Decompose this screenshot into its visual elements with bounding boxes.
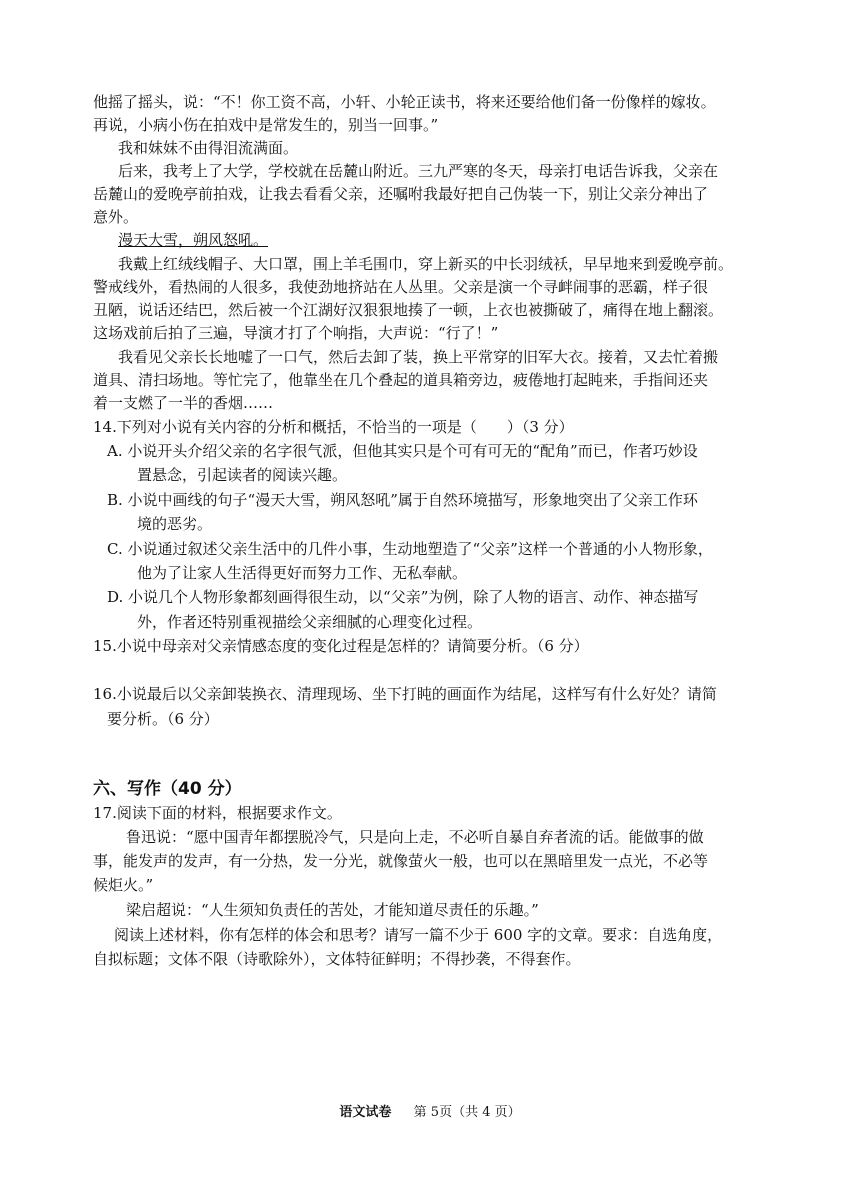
story-text-line: 意外。 xyxy=(93,208,139,226)
writing-requirement-cont: 自拟标题；文体不限（诗歌除外），文体特征鲜明；不得抄袭，不得套作。 xyxy=(93,950,581,968)
question-17: 17.阅读下面的材料，根据要求作文。 xyxy=(93,804,342,822)
quote-luxun: 鲁迅说：“愿中国青年都摆脱冷气，只是向上走，不必听自暴自弃者流的话。能做事的做 xyxy=(126,828,704,846)
story-text-line: 后来，我考上了大学，学校就在岳麓山附近。三九严寒的冬天，母亲打电话告诉我，父亲在 xyxy=(118,162,719,180)
option-d-cont: 外，作者还特别重视描绘父亲细腻的心理变化过程。 xyxy=(137,613,483,631)
story-text-line: 我看见父亲长长地嘘了一口气，然后去卸了装，换上平常穿的旧军大衣。接着，又去忙着搬 xyxy=(118,348,719,366)
footer-subject: 语文试卷 xyxy=(339,1105,392,1120)
quote-luxun-cont: 事，能发声的发声，有一分热，发一分光，就像萤火一般，也可以在黑暗里发一点光，不必等 xyxy=(93,852,709,870)
quote-luxun-cont: 候炬火。” xyxy=(93,876,154,894)
quote-liangqichao: 梁启超说：“人生须知负责任的苦处，才能知道尽责任的乐趣。” xyxy=(126,901,539,919)
option-a-cont: 置悬念，引起读者的阅读兴趣。 xyxy=(137,466,348,484)
story-text-line: 警戒线外，看热闹的人很多，我使劲地挤站在人丛里。父亲是演一个寻衅闹事的恶霸，样子很 xyxy=(93,278,709,296)
footer-page-number: 第 5页（共 4 页） xyxy=(413,1105,521,1120)
story-text-line: 着一支燃了一半的香烟…… xyxy=(93,394,274,412)
option-c-cont: 他为了让家人生活得更好而努力工作、无私奉献。 xyxy=(137,564,468,582)
question-15: 15.小说中母亲对父亲情感态度的变化过程是怎样的？请简要分析。（6 分） xyxy=(93,637,589,655)
option-b: B. 小说中画线的句子“漫天大雪，朔风怒吼”属于自然环境描写，形象地突出了父亲工作环 xyxy=(107,491,698,509)
option-a: A. 小说开头介绍父亲的名字很气派，但他其实只是个可有可无的“配角”而已，作者巧妙设 xyxy=(107,442,698,460)
story-text-line: 我戴上红绒线帽子、大口罩，围上羊毛围巾，穿上新买的中长羽绒袄，早早地来到爱晚亭前。 xyxy=(118,255,734,273)
story-text-line: 道具、清扫场地。等忙完了，他靠坐在几个叠起的道具箱旁边，疲倦地打起盹来，手指间还夹 xyxy=(93,371,709,389)
underlined-sentence: 漫天大雪，朔风怒吼。 xyxy=(118,231,269,249)
story-text-line: 我和妹妹不由得泪流满面。 xyxy=(118,139,299,157)
section-title-writing: 六、写作（40 分） xyxy=(93,779,242,799)
option-c: C. 小说通过叙述父亲生活中的几件小事，生动地塑造了“父亲”这样一个普通的小人物形象， xyxy=(107,540,713,558)
question-16-cont: 要分析。（6 分） xyxy=(107,710,219,728)
story-text-line: 他摇了摇头，说：“不！你工资不高，小轩、小轮正读书，将来还要给他们备一份像样的嫁妆。 xyxy=(93,93,716,111)
story-text-line: 丑陋，说话还结巴，然后被一个江湖好汉狠狠地揍了一顿，上衣也被撕破了，痛得在地上翻滚。 xyxy=(93,301,724,319)
question-14-stem: 14.下列对小说有关内容的分析和概括，不恰当的一项是（ ）（3 分） xyxy=(93,418,574,436)
question-16: 16.小说最后以父亲卸装换衣、清理现场、坐下打盹的画面作为结尾，这样写有什么好处？请简 xyxy=(93,685,717,703)
story-text-line: 岳麓山的爱晚亭前拍戏，让我去看看父亲，还嘱咐我最好把自己伪装一下，别让父亲分神出了 xyxy=(93,185,709,203)
page-footer xyxy=(0,1101,860,1120)
writing-requirement: 阅读上述材料，你有怎样的体会和思考？请写一篇不少于 600 字的文章。要求：自选角度， xyxy=(114,926,723,944)
story-text-line: 这场戏前后拍了三遍，导演才打了个响指，大声说：“行了！” xyxy=(93,324,499,342)
story-text-line: 再说，小病小伤在拍戏中是常发生的，别当一回事。” xyxy=(93,116,439,134)
option-b-cont: 境的恶劣。 xyxy=(137,515,213,533)
option-d: D. 小说几个人物形象都刻画得很生动，以“父亲”为例，除了人物的语言、动作、神态描写 xyxy=(107,588,699,606)
